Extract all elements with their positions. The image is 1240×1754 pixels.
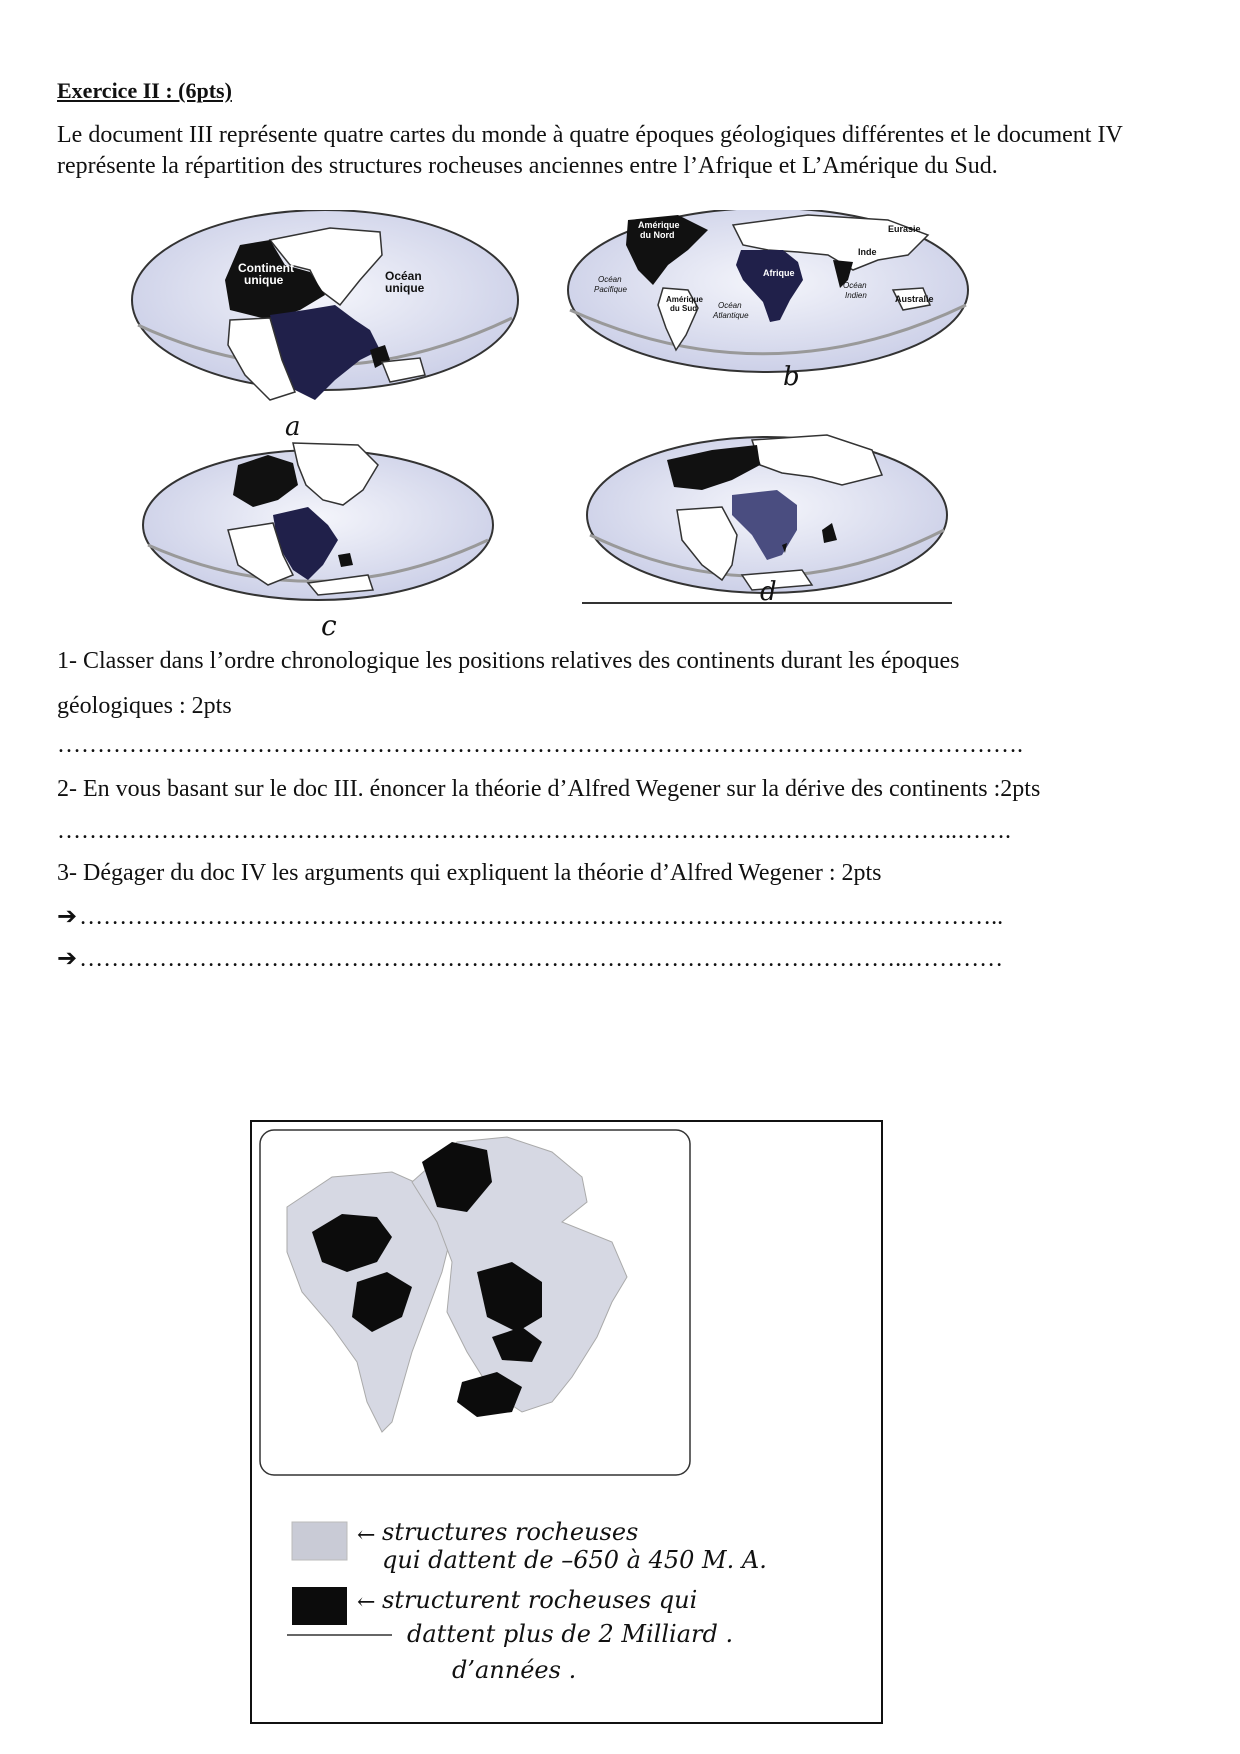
- map-a-label: Océan: [385, 269, 422, 283]
- legend-2-line2: dattent plus de 2 Milliard .: [407, 1620, 734, 1648]
- answer-line-2[interactable]: …………………………………………………………………………………………………..…….: [57, 818, 1011, 844]
- map-b-label: Amérique: [638, 220, 680, 230]
- map-b-label: Atlantique: [713, 311, 749, 320]
- map-b-label: Afrique: [763, 268, 795, 278]
- arrow-icon: ➔: [57, 902, 78, 930]
- map-b-label: Océan: [843, 281, 867, 290]
- legend-2-line1: structurent rocheuses qui: [382, 1586, 698, 1614]
- map-c: [143, 443, 493, 642]
- legend-1-line1: structures rocheuses: [382, 1518, 639, 1546]
- doc4-map: [252, 1122, 881, 1722]
- answer-line-3b[interactable]: [57, 944, 1003, 973]
- map-a-label: Continent: [238, 261, 294, 275]
- question-1-line1: 1- Classer dans l’ordre chronologique les positions relatives des continents durant les époques: [57, 648, 960, 674]
- legend-arrow-icon: ←: [357, 1523, 376, 1548]
- map-a: [132, 210, 518, 442]
- map-b-label: Inde: [858, 247, 877, 257]
- legend-1-line2: qui dattent de –650 à 450 M. A.: [382, 1546, 767, 1574]
- map-a-label: unique: [385, 281, 425, 295]
- map-b-label: du Sud: [670, 304, 698, 313]
- answer-line-3a[interactable]: [57, 902, 1003, 931]
- map-b: [568, 210, 968, 392]
- answer-dots-3a: ……………………………………………………………………………………………………..: [79, 904, 1004, 930]
- question-3: 3- Dégager du doc IV les arguments qui expliquent la théorie d’Alfred Wegener : 2pts: [57, 860, 882, 886]
- map-b-label: Indien: [845, 291, 867, 300]
- answer-line-1[interactable]: ………………………………………………………………………………………………………….: [57, 732, 1023, 758]
- legend-swatch-black: [292, 1587, 347, 1625]
- map-d-letter: d: [760, 577, 777, 607]
- map-a-label: unique: [244, 273, 284, 287]
- question-2: 2- En vous basant sur le doc III. énoncer la théorie d’Alfred Wegener sur la dérive des continents :2pts: [57, 776, 1041, 802]
- map-b-letter: b: [783, 362, 800, 392]
- legend-swatch-gray: [292, 1522, 347, 1560]
- legend-2-line3: d’années .: [452, 1656, 577, 1684]
- map-c-letter: c: [321, 609, 337, 642]
- map-a-letter: a: [285, 412, 301, 442]
- map-d: [582, 435, 952, 607]
- exercise-title: Exercice II : (6pts): [57, 78, 232, 103]
- doc4-frame: [250, 1120, 883, 1724]
- map-b-label: Pacifique: [594, 285, 627, 294]
- map-b-label: Océan: [718, 301, 742, 310]
- arrow-icon: ➔: [57, 944, 78, 972]
- map-b-label: du Nord: [640, 230, 675, 240]
- map-b-label: Eurasie: [888, 224, 921, 234]
- question-1-line2: géologiques : 2pts: [57, 693, 232, 719]
- exercise-intro: Le document III représente quatre cartes du monde à quatre époques géologiques différentes et le document IV représente la répartition des structures rocheuses anciennes entre l’Afrique et L’Amérique du Sud.: [57, 122, 1123, 179]
- doc3-maps: [120, 210, 1080, 680]
- answer-dots-3b: …………………………………………………………………………………………..…………: [79, 946, 1004, 972]
- map-b-label: Australie: [895, 294, 934, 304]
- map-b-label: Amérique: [666, 295, 703, 304]
- map-b-label: Océan: [598, 275, 622, 284]
- legend-arrow-icon: ←: [357, 1590, 376, 1615]
